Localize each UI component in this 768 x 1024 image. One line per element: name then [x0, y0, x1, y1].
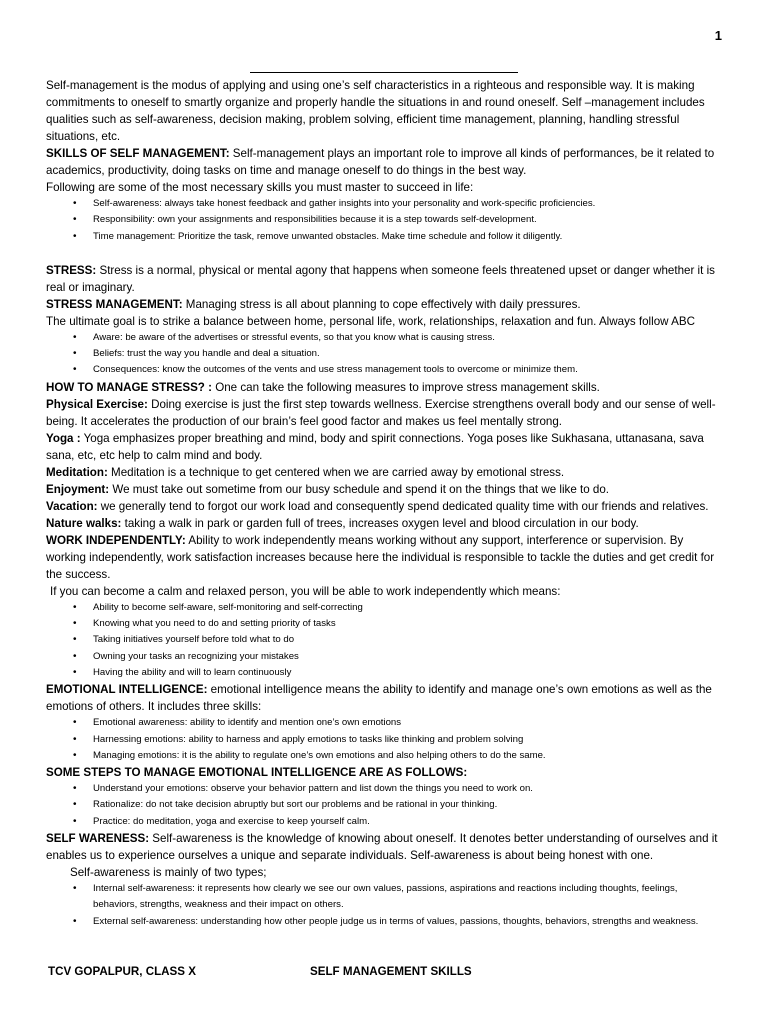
- list-item: • Self-awareness: always take honest feedback and gather insights into your personality and work-specific proficiencies.: [46, 196, 724, 212]
- ei-heading: EMOTIONAL INTELLIGENCE:: [46, 683, 208, 697]
- work-ind-list: [46, 600, 724, 681]
- list-item: • Consequences: know the outcomes of the vents and use stress management tools to overcome or minimize them.: [46, 362, 724, 378]
- meditation-heading: Meditation:: [46, 465, 108, 479]
- steps-heading: SOME STEPS TO MANAGE EMOTIONAL INTELLIGENCE ARE AS FOLLOWS:: [46, 766, 468, 780]
- exercise-paragraph: [46, 396, 724, 430]
- how-to-text: One can take the following measures to improve stress management skills.: [211, 380, 600, 394]
- list-item: • Managing emotions: it is the ability to regulate one’s own emotions and also helping others to do the same.: [46, 748, 724, 764]
- work-ind-text: Ability to work independently means working without any support, interference or supervision. By working independently, work satisfaction increases because here the individual is responsible to tackle the duties and get credit for the success.: [46, 533, 715, 581]
- abc-list: [46, 330, 724, 379]
- stress-heading: STRESS:: [46, 263, 97, 277]
- enjoyment-paragraph: [46, 481, 724, 498]
- nature-text: taking a walk in park or garden full of trees, increases oxygen level and blood circulation in our body.: [121, 516, 639, 530]
- skills-list: [46, 196, 724, 245]
- document-body: [46, 77, 724, 930]
- ei-text: emotional intelligence means the ability to identify and manage one’s own emotions as well as the emotions of others. It includes three skills:: [46, 683, 712, 714]
- enjoyment-heading: Enjoyment:: [46, 482, 110, 496]
- skills-heading: SKILLS OF SELF MANAGEMENT:: [46, 147, 230, 160]
- page-number: 1: [714, 28, 722, 43]
- list-item: • Having the ability and will to learn continuously: [46, 665, 724, 681]
- steps-paragraph: [46, 764, 724, 781]
- list-item: • Emotional awareness: ability to identify and mention one’s own emotions: [46, 715, 724, 731]
- work-ind-lead: If you can become a calm and relaxed person, you will be able to work independently which means:: [50, 584, 561, 598]
- stress-mgmt-heading: STRESS MANAGEMENT:: [46, 297, 183, 311]
- meditation-paragraph: [46, 464, 724, 481]
- nature-heading: Nature walks:: [46, 516, 122, 530]
- list-item: • Practice: do meditation, yoga and exercise to keep yourself calm.: [46, 814, 724, 830]
- nature-paragraph: [46, 515, 724, 532]
- footer-school: TCV GOPALPUR, CLASS X: [48, 965, 196, 978]
- exercise-text: Doing exercise is just the first step towards wellness. Exercise strengthens overall body and our sense of well-being. It accelerates the production of our brain’s feel good factor and makes us feel mentally strong.: [46, 397, 716, 428]
- title-rule: [250, 72, 518, 73]
- list-item: • Knowing what you need to do and setting priority of tasks: [46, 616, 724, 632]
- self-aw-paragraph: [46, 830, 724, 864]
- list-item: • Owning your tasks an recognizing your mistakes: [46, 649, 724, 665]
- list-item: • Taking initiatives yourself before told what to do: [46, 632, 724, 648]
- spacer: [46, 245, 724, 262]
- yoga-text: Yoga emphasizes proper breathing and mind, body and spirit connections. Yoga poses like Sukhasana, uttanasana, sava sana, etc, etc help to calm mind and body.: [46, 431, 704, 462]
- meditation-text: Meditation is a technique to get centered when we are carried away by emotional stress.: [107, 465, 565, 479]
- steps-list: [46, 781, 724, 830]
- list-item: • Aware: be aware of the advertises or stressful events, so that you know what is causing stress.: [46, 330, 724, 346]
- self-aw-list: [46, 881, 724, 930]
- enjoyment-text: We must take out sometime from our busy schedule and spend it on the things that we like to do.: [109, 482, 610, 496]
- footer-subject: SELF MANAGEMENT SKILLS: [310, 965, 472, 978]
- list-item: • Rationalize: do not take decision abruptly but sort our problems and be rational in your thinking.: [46, 797, 724, 813]
- list-item: • Understand your emotions: observe your behavior pattern and list down the things you need to work on.: [46, 781, 724, 797]
- how-to-paragraph: [46, 379, 724, 396]
- list-item: • Internal self-awareness: it represents how clearly we see our own values, passions, aspirations and reactions including thoughts, feelings, behaviors, strengths, weakness and their impact on others.: [46, 881, 724, 914]
- self-aw-text: Self-awareness is the knowledge of knowing about oneself. It denotes better understanding of ourselves and it enables us to experience ourselves a unique and separate individuals. Self-awareness is about being honest with one.: [46, 832, 718, 863]
- stress-mgmt-lead: The ultimate goal is to strike a balance between home, personal life, work, relationships, relaxation and fun. Always follow ABC: [46, 314, 695, 328]
- stress-mgmt-paragraph: [46, 296, 724, 313]
- stress-mgmt-text: Managing stress is all about planning to cope effectively with daily pressures.: [182, 297, 581, 311]
- skills-paragraph: [46, 145, 724, 179]
- list-item: • Ability to become self-aware, self-monitoring and self-correcting: [46, 600, 724, 616]
- yoga-heading: Yoga :: [46, 431, 81, 445]
- exercise-heading: Physical Exercise:: [46, 397, 148, 411]
- self-aw-heading: SELF WARENESS:: [46, 832, 150, 846]
- list-item: • Responsibility: own your assignments and responsibilities because it is a step towards self-development.: [46, 212, 724, 228]
- yoga-paragraph: [46, 430, 724, 464]
- ei-paragraph: [46, 681, 724, 715]
- stress-paragraph: [46, 262, 724, 296]
- intro-paragraph: Self-management is the modus of applying and using one’s self characteristics in a righteous and responsible way. It is making commitments to oneself to smartly organize and properly handle the situations in and round oneself. Self –management includes qualities such as self-awareness, decision making, problem solving, efficient time management, planning, handling stressful situations, etc.: [46, 79, 705, 143]
- self-aw-lead: Self-awareness is mainly of two types;: [70, 866, 267, 880]
- list-item: • External self-awareness: understanding how other people judge us in terms of values, passions, thoughts, behaviors, strengths and weakness.: [46, 914, 724, 930]
- work-ind-paragraph: [46, 532, 724, 583]
- list-item: • Beliefs: trust the way you handle and deal a situation.: [46, 346, 724, 362]
- skills-text: Self-management plays an important role to improve all kinds of performances, be it related to academics, productivity, doing tasks on time and manage oneself to do things in the best way.: [46, 147, 715, 177]
- vacation-heading: Vacation:: [46, 499, 98, 513]
- how-to-heading: HOW TO MANAGE STRESS? :: [46, 380, 212, 394]
- list-item: • Time management: Prioritize the task, remove unwanted obstacles. Make time schedule and follow it diligently.: [46, 229, 724, 245]
- vacation-text: we generally tend to forgot our work load and consequently spend dedicated quality time with our friends and relatives.: [97, 499, 709, 513]
- stress-text: Stress is a normal, physical or mental agony that happens when someone feels threatened upset or danger whether it is real or imaginary.: [46, 263, 715, 294]
- vacation-paragraph: [46, 498, 724, 515]
- work-ind-heading: WORK INDEPENDENTLY:: [46, 533, 186, 547]
- ei-list: [46, 715, 724, 764]
- skills-lead: Following are some of the most necessary skills you must master to succeed in life:: [46, 181, 474, 194]
- list-item: • Harnessing emotions: ability to harness and apply emotions to tasks like thinking and problem solving: [46, 732, 724, 748]
